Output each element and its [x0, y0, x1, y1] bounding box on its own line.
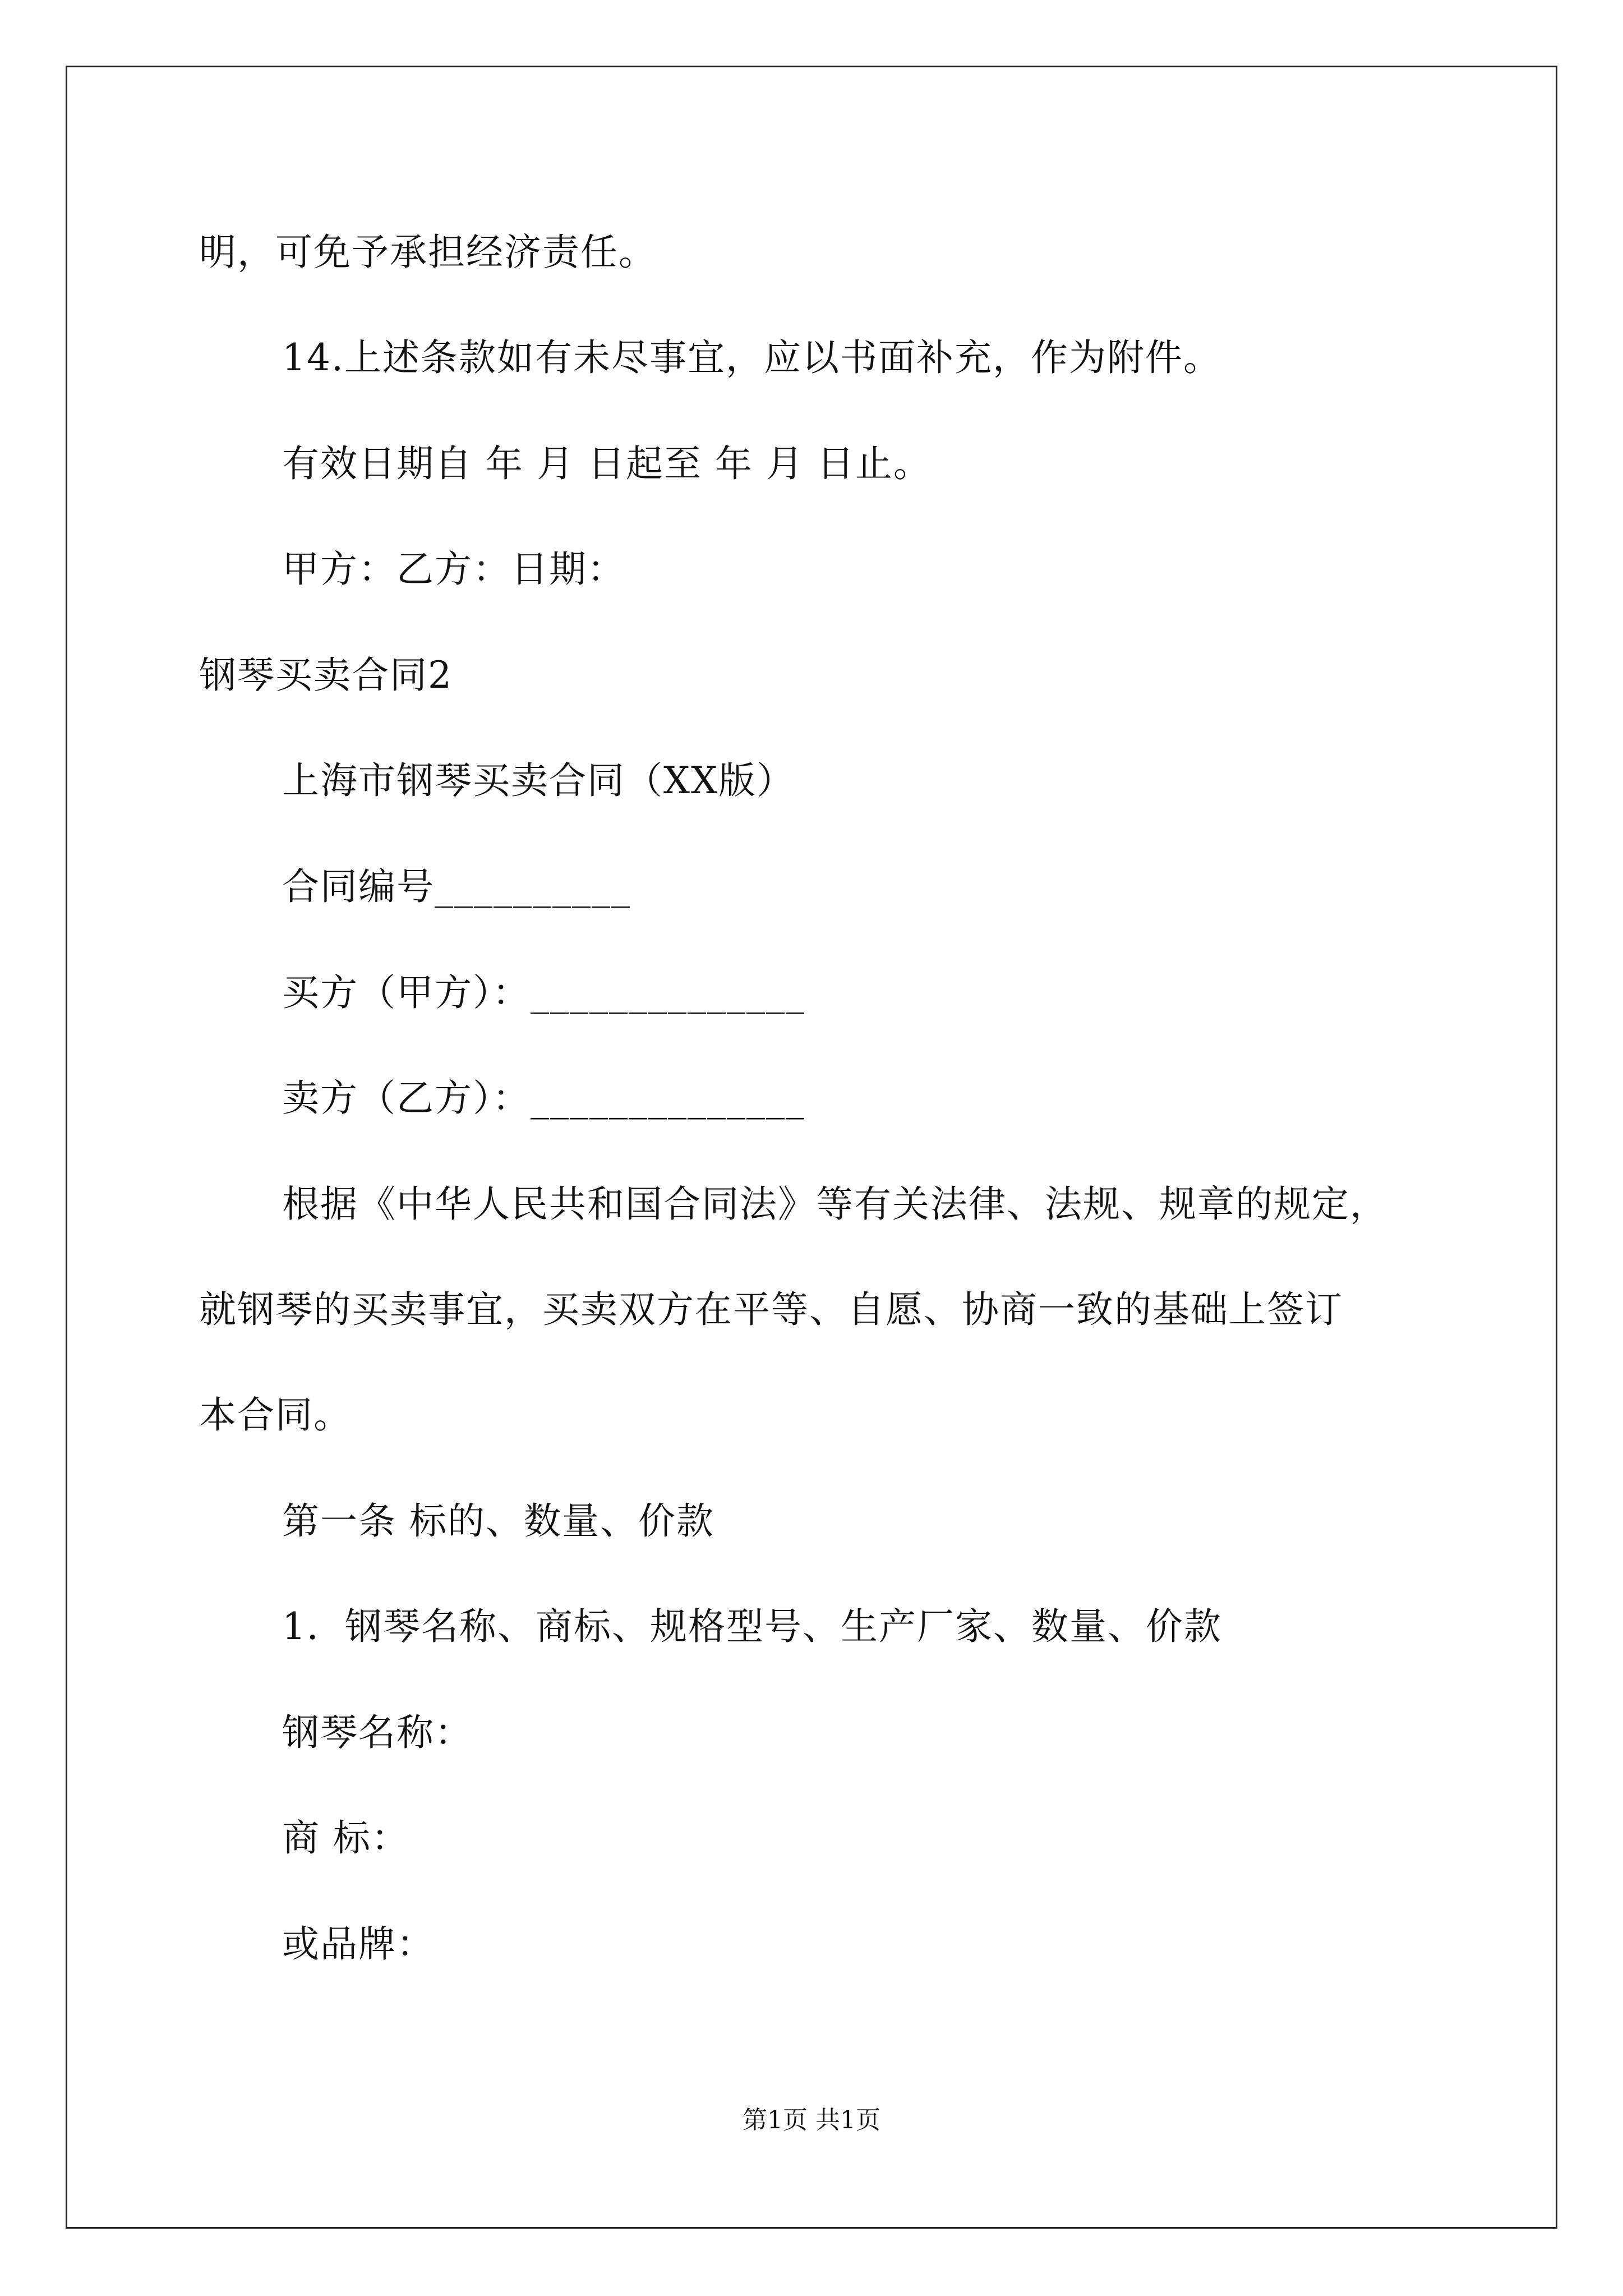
paragraph-line: 就钢琴的买卖事宜，买卖双方在平等、自愿、协商一致的基础上签订 — [199, 1288, 1343, 1331]
contract-number-field: 合同编号__________ — [282, 865, 631, 908]
brand-field: 或品牌： — [282, 1922, 435, 1966]
piano-name-field: 钢琴名称： — [282, 1711, 473, 1754]
page-footer: 第1页 共1页 — [743, 2106, 880, 2134]
seller-field: 卖方（乙方）：______________ — [282, 1076, 805, 1120]
signature-line: 甲方：乙方：日期： — [282, 547, 625, 591]
section-title: 钢琴买卖合同2 — [199, 654, 453, 697]
paragraph-line: 明，可免予承担经济责任。 — [199, 231, 657, 274]
paragraph-line: 根据《中华人民共和国合同法》等有关法律、法规、规章的规定， — [282, 1182, 1388, 1226]
paragraph-line: 1．钢琴名称、商标、规格型号、生产厂家、数量、价款 — [282, 1605, 1222, 1648]
paragraph-line: 有效日期自 年 月 日起至 年 月 日止。 — [282, 442, 932, 485]
page-border — [66, 66, 1557, 2229]
contract-title: 上海市钢琴买卖合同（XX版） — [282, 759, 795, 802]
paragraph-line: 14.上述条款如有未尽事宜，应以书面补充，作为附件。 — [282, 336, 1221, 379]
article-heading: 第一条 标的、数量、价款 — [282, 1499, 714, 1543]
paragraph-line: 本合同。 — [199, 1393, 352, 1437]
buyer-field: 买方（甲方）：______________ — [282, 971, 805, 1014]
trademark-field: 商 标： — [282, 1816, 409, 1860]
